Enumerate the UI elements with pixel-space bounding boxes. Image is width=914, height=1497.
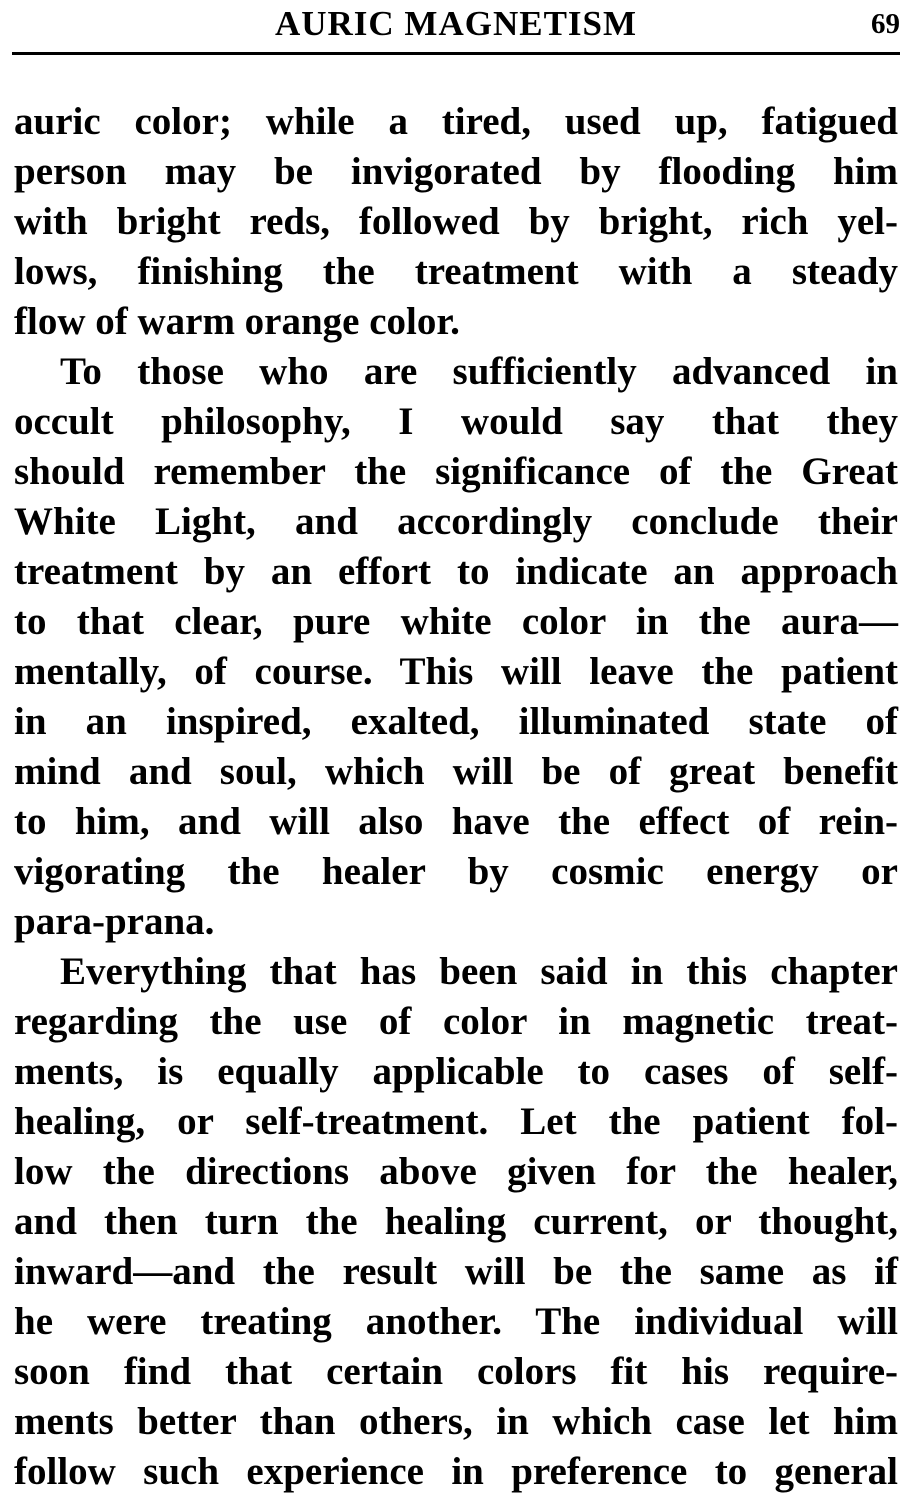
text-line: he were treating another. The individual will [14, 1300, 898, 1343]
header-rule [12, 52, 900, 55]
text-line: to him, and will also have the effect of rein- [14, 800, 898, 843]
text-line: and then turn the healing current, or thought, [14, 1200, 898, 1243]
text-line: para-prana. [14, 900, 215, 943]
text-line: mentally, of course. This will leave the patient [14, 650, 898, 693]
text-line: in an inspired, exalted, illuminated state of [14, 700, 898, 743]
text-line: occult philosophy, I would say that they [14, 400, 898, 443]
paragraph-start-line: To those who are sufficiently advanced in [60, 350, 898, 393]
running-title: AURIC MAGNETISM [274, 4, 638, 43]
text-line: treatment by an effort to indicate an approach [14, 550, 898, 593]
text-line: with bright reds, followed by bright, rich yel- [14, 200, 898, 243]
text-line: vigorating the healer by cosmic energy or [14, 850, 898, 893]
text-line: follow such experience in preference to general [14, 1450, 898, 1493]
text-line: auric color; while a tired, used up, fatigued [14, 100, 898, 143]
page-number: 69 [871, 8, 900, 40]
text-line: mind and soul, which will be of great benefit [14, 750, 898, 793]
text-line: soon find that certain colors fit his require- [14, 1350, 898, 1393]
paragraph-start-line: Everything that has been said in this chapter [60, 950, 898, 993]
body-text [14, 97, 898, 1497]
text-line: ments, is equally applicable to cases of self- [14, 1050, 898, 1093]
text-line: regarding the use of color in magnetic treat- [14, 1000, 898, 1043]
text-line: White Light, and accordingly conclude their [14, 500, 898, 543]
running-header [12, 2, 900, 46]
text-line: low the directions above given for the healer, [14, 1150, 898, 1193]
text-line: ments better than others, in which case let him [14, 1400, 898, 1443]
text-line: inward—and the result will be the same as if [14, 1250, 898, 1293]
text-line: healing, or self-treatment. Let the patient fol- [14, 1100, 898, 1143]
text-line: person may be invigorated by flooding him [14, 150, 898, 193]
text-line: should remember the significance of the Great [14, 450, 898, 493]
text-line: flow of warm orange color. [14, 300, 460, 343]
text-line: to that clear, pure white color in the aura— [14, 600, 898, 643]
text-line: lows, finishing the treatment with a steady [14, 250, 898, 293]
